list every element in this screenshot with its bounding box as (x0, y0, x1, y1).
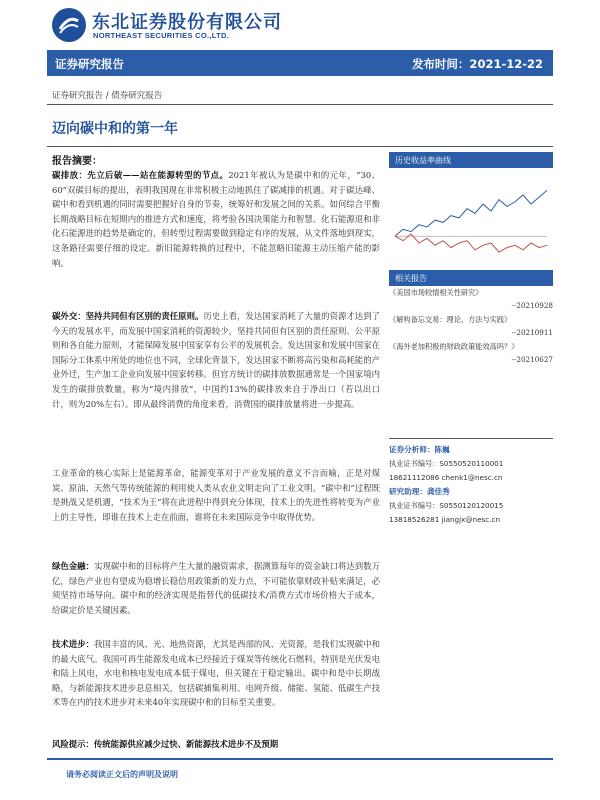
paragraph-text: 我国丰富的风、光、地热资源，尤其是西部的风、光资源，是我们实现碳中和的最大底气。我国可再生能源发电成本已经接近于煤炭等传统化石燃料，特别是光伏发电和陆上风电，水电和核电发电成本低于煤电，但关键在于稳定输出。碳中和是中长期战略，与新能源技术进步息息相关，包括碳捕集利用、电网升级、储能、氢能、低碳生产技术等在内的技术进步对未来40年实现碳中和的目标至关重要。 (52, 639, 381, 708)
related-report-title[interactable]: 《美国市场较情相关性研究》 (389, 288, 483, 297)
publish-date: 发布时间：2021-12-22 (411, 57, 543, 71)
logo-icon (52, 8, 86, 42)
paragraph-lead: 碳排放：先立后破——站在能源转型的节点。 (52, 170, 229, 180)
chart-series-line-1 (395, 190, 547, 236)
paragraph-tech-progress (52, 637, 380, 710)
paragraph-lead: 技术进步： (52, 639, 95, 649)
paragraph-carbon-diplomacy (52, 309, 380, 411)
paragraph-text: 2021年被认为是碳中和的元年，“30、60”双碳目标的提出，表明我国现在非常积极主动地抓住了碳减排的机遇。对于碳达峰、碳中和看到机遇的同时需要把握好自身的节奏，统筹好和发展之间的关系。如何综合平衡长期战略目标在短期内的推进方式和速度，将考验各国决策能力和智慧。化石能源退和非化石能源进的趋势是确定的，但转型过程需要做到稳定有序的发展，从文件落地到现实，这条路径需要仔细的设定。新旧能源转换的过程中，不能忽略旧能源主动压缩产能的影响。 (52, 170, 380, 268)
paragraph-text: 实现碳中和的目标将产生大量的融资需求，据测算每年的资金缺口将达到数万亿，绿色产业也有望成为稳增长稳信用政策新的发力点，不可能依靠财政补贴来满足，必须坚持市场导向。碳中和的经济实现是指替代的低碳技术/消费方式市场价格大于成本，给碳定价是关键因素。 (52, 561, 381, 615)
header-banner (47, 50, 553, 76)
page-title: 迈向碳中和的第一年 (52, 121, 178, 137)
yield-chart (389, 171, 553, 267)
divider (47, 146, 553, 147)
analyst-contact[interactable]: 18621112086 chenk1@nesc.cn (389, 473, 503, 482)
related-report-title[interactable]: 《解构备忘交易：理论、方法与实践》 (389, 315, 512, 324)
related-report-item[interactable] (389, 288, 553, 310)
company-logo (52, 6, 312, 46)
paragraph-text: 历史上看，发达国家消耗了大量的资源才达到了今天的发展水平，而发展中国家消耗的资源较少，坚持共同但有区别的责任原则、公平原则和各自能力原则，才能保障发展中国家享有公平的发展机会。发达国家和发展中国家在国际分工体系中所处的地位也不同，全球化背景下，发达国家不断将高污染和高耗能的产业外迁，生产加工企业向发展中国家转移。但官方统计的碳排放数据通常是一个国家境内发生的碳排放数量，称为“境内排放”，中国约13%的碳排放来自于净出口（若以出口计，则为20%左右）。即从最终消费的角度来看，消费国的碳排放量将进一步提高。 (52, 311, 381, 409)
company-name-cn: 东北证券股份有限公司 (92, 12, 282, 33)
assistant-license: 执业证书编号：S0550120120015 (389, 501, 504, 510)
risk-warning (52, 737, 380, 752)
related-report-item[interactable] (389, 342, 553, 364)
related-report-date: --20210928 (511, 301, 553, 310)
analyst-info (389, 443, 553, 527)
related-report-date: --20210627 (511, 355, 553, 364)
paragraph-lead: 绿色金融： (52, 561, 95, 571)
related-report-date: --20210911 (511, 328, 553, 337)
report-type-label: 证券研究报告 (55, 57, 124, 71)
chart-series-line-2 (395, 234, 547, 252)
paragraph-lead: 风险提示：传统能源供应减少过快、新能源技术进步不及预期 (52, 739, 279, 749)
company-name-en: NORTHEAST SECURITIES CO.,LTD. (93, 31, 230, 40)
divider (389, 438, 553, 439)
chart-heading: 历史收益率曲线 (389, 152, 553, 168)
paragraph-text: 工业革命的核心实际上是能源革命，能源变革对于产业发展的意义不言而喻，正是对煤炭、原油、天然气等传统能源的利用使人类从农业文明走向了工业文明。“碳中和”过程既是挑战又是机遇，“技术为王”将在此进程中得到充分体现，技术上的先进性将转变为产业上的主导性，即谁在技术上走在前面，谁将在未来国际竞争中取得优势。 (52, 468, 380, 522)
related-report-title[interactable]: 《海外老加积极的财政政策能效高吗？》 (389, 342, 519, 351)
related-heading: 相关报告 (389, 270, 553, 286)
footer-disclaimer[interactable]: 请务必阅读正文后的声明及说明 (66, 770, 178, 779)
breadcrumb: 证券研究报告 / 债券研究报告 (52, 91, 163, 101)
summary-heading: 报告摘要： (52, 156, 102, 167)
paragraph-carbon-emission (52, 168, 380, 270)
paragraph-green-finance (52, 559, 380, 617)
paragraph-energy-revolution (52, 466, 380, 524)
assistant-contact[interactable]: 13818526281 jiangjx@nesc.cn (389, 515, 501, 524)
analyst-license: 执业证书编号：S0550520110001 (389, 459, 504, 468)
assistant-role: 研究助理：龚佳秀 (389, 487, 450, 496)
related-report-item[interactable] (389, 315, 553, 337)
related-report-list (389, 288, 553, 369)
footer-divider (47, 758, 553, 760)
paragraph-lead: 碳外交：坚持共同但有区别的责任原则。 (52, 311, 204, 321)
analyst-role: 证券分析师：陈巍 (389, 445, 450, 454)
divider (47, 104, 553, 105)
